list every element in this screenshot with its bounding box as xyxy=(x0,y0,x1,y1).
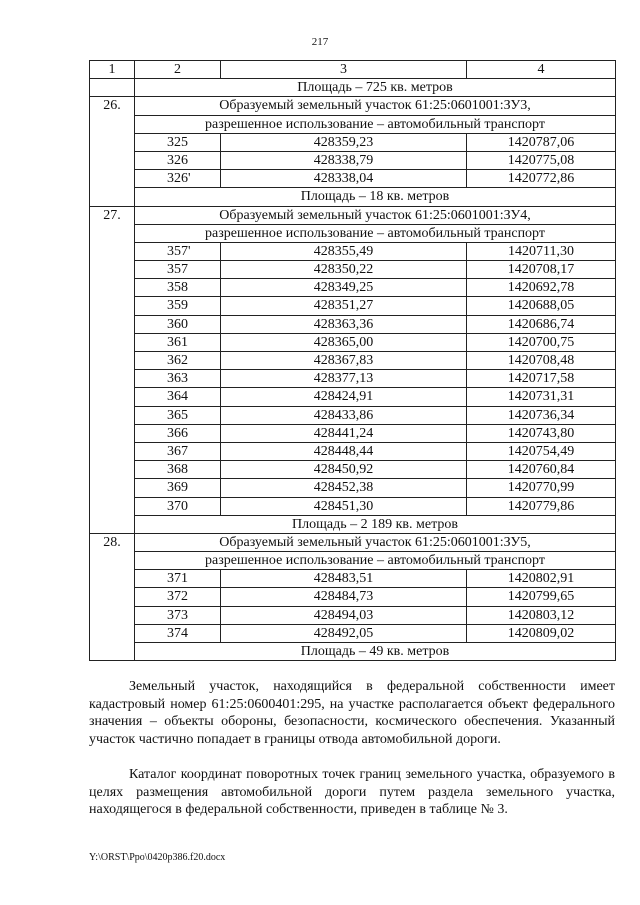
coord-y: 1420809,02 xyxy=(467,624,616,642)
coord-y: 1420799,65 xyxy=(467,588,616,606)
header-cell: 4 xyxy=(467,61,616,79)
table-row xyxy=(90,151,616,169)
group-permitted-use: разрешенное использование – автомобильный транспорт xyxy=(135,115,616,133)
table-row xyxy=(90,424,616,442)
coord-x: 428367,83 xyxy=(221,352,467,370)
coord-y: 1420708,48 xyxy=(467,352,616,370)
area-row xyxy=(90,643,616,661)
table-row xyxy=(90,406,616,424)
header-cell: 3 xyxy=(221,61,467,79)
paragraph-1-text: Земельный участок, находящийся в федеральной собственности имеет кадастровый номер 61:25:0600401:295, на участке располагается объект федерального значения – объекты обороны, безопасности, космического обеспечения. Указанный участок частично попадает в границы отвода автомобильной дороги. xyxy=(89,679,615,747)
table-row xyxy=(90,606,616,624)
point-number: 368 xyxy=(135,461,221,479)
group-number: 27. xyxy=(90,206,135,533)
point-number: 370 xyxy=(135,497,221,515)
coord-x: 428359,23 xyxy=(221,133,467,151)
group-title: Образуемый земельный участок 61:25:0601001:ЗУ4, xyxy=(135,206,616,224)
point-number: 363 xyxy=(135,370,221,388)
coord-y: 1420760,84 xyxy=(467,461,616,479)
coord-x: 428448,44 xyxy=(221,442,467,460)
coord-y: 1420686,74 xyxy=(467,315,616,333)
coord-y: 1420779,86 xyxy=(467,497,616,515)
point-number: 361 xyxy=(135,333,221,351)
group-title-row xyxy=(90,552,616,570)
coord-x: 428492,05 xyxy=(221,624,467,642)
point-number: 326 xyxy=(135,151,221,169)
table-row xyxy=(90,570,616,588)
table-header-row xyxy=(90,61,616,79)
coord-y: 1420736,34 xyxy=(467,406,616,424)
header-cell: 1 xyxy=(90,61,135,79)
coord-y: 1420717,58 xyxy=(467,370,616,388)
point-number: 367 xyxy=(135,442,221,460)
group-title-row xyxy=(90,206,616,224)
coord-x: 428338,04 xyxy=(221,170,467,188)
paragraph-catalog xyxy=(89,766,615,819)
table-row xyxy=(90,170,616,188)
coordinates-table xyxy=(89,60,616,661)
group-title-row xyxy=(90,224,616,242)
point-number: 366 xyxy=(135,424,221,442)
table-row xyxy=(90,479,616,497)
table-row xyxy=(90,442,616,460)
point-number: 364 xyxy=(135,388,221,406)
table-row xyxy=(90,315,616,333)
table-row xyxy=(90,333,616,351)
header-cell: 2 xyxy=(135,61,221,79)
coord-y: 1420731,31 xyxy=(467,388,616,406)
group-title-row xyxy=(90,115,616,133)
coord-x: 428355,49 xyxy=(221,242,467,260)
group-title-row xyxy=(90,97,616,115)
group-permitted-use: разрешенное использование – автомобильный транспорт xyxy=(135,224,616,242)
point-number: 373 xyxy=(135,606,221,624)
coord-y: 1420688,05 xyxy=(467,297,616,315)
point-number: 371 xyxy=(135,570,221,588)
area-cell: Площадь – 18 кв. метров xyxy=(135,188,616,206)
coord-y: 1420754,49 xyxy=(467,442,616,460)
group-number: 26. xyxy=(90,97,135,206)
point-number: 372 xyxy=(135,588,221,606)
coord-x: 428441,24 xyxy=(221,424,467,442)
table-row xyxy=(90,297,616,315)
coord-x: 428351,27 xyxy=(221,297,467,315)
point-number: 358 xyxy=(135,279,221,297)
coord-x: 428451,30 xyxy=(221,497,467,515)
group-number: 28. xyxy=(90,533,135,660)
point-number: 359 xyxy=(135,297,221,315)
coord-y: 1420708,17 xyxy=(467,261,616,279)
table-row xyxy=(90,370,616,388)
group-title: Образуемый земельный участок 61:25:0601001:ЗУ5, xyxy=(135,533,616,551)
area-row xyxy=(90,79,616,97)
coord-y: 1420743,80 xyxy=(467,424,616,442)
file-path-footer: Y:\ORST\Ppo\0420p386.f20.docx xyxy=(89,852,226,863)
point-number: 362 xyxy=(135,352,221,370)
area-cell: Площадь – 2 189 кв. метров xyxy=(135,515,616,533)
coord-x: 428350,22 xyxy=(221,261,467,279)
table-row xyxy=(90,388,616,406)
coord-y: 1420700,75 xyxy=(467,333,616,351)
point-number: 357 xyxy=(135,261,221,279)
coord-x: 428338,79 xyxy=(221,151,467,169)
area-row xyxy=(90,188,616,206)
paragraph-land-plot xyxy=(89,678,615,748)
area-row xyxy=(90,515,616,533)
coord-y: 1420772,86 xyxy=(467,170,616,188)
point-number: 360 xyxy=(135,315,221,333)
coord-y: 1420770,99 xyxy=(467,479,616,497)
coord-x: 428365,00 xyxy=(221,333,467,351)
table-row xyxy=(90,624,616,642)
coord-x: 428363,36 xyxy=(221,315,467,333)
table-row xyxy=(90,461,616,479)
coord-x: 428424,91 xyxy=(221,388,467,406)
point-number: 369 xyxy=(135,479,221,497)
point-number: 326' xyxy=(135,170,221,188)
coord-x: 428433,86 xyxy=(221,406,467,424)
coord-y: 1420711,30 xyxy=(467,242,616,260)
coord-y: 1420803,12 xyxy=(467,606,616,624)
coord-y: 1420775,08 xyxy=(467,151,616,169)
paragraph-2-text: Каталог координат поворотных точек границ земельного участка, образуемого в целях размещения автомобильной дороги путем раздела земельного участка, находящегося в федеральной собственности, приведен в таблице № 3. xyxy=(89,767,615,817)
point-number: 325 xyxy=(135,133,221,151)
table-row xyxy=(90,133,616,151)
coord-y: 1420692,78 xyxy=(467,279,616,297)
page-number: 217 xyxy=(311,36,329,48)
table-row xyxy=(90,588,616,606)
table-row xyxy=(90,352,616,370)
coord-x: 428484,73 xyxy=(221,588,467,606)
table-row xyxy=(90,261,616,279)
coord-x: 428349,25 xyxy=(221,279,467,297)
empty-cell xyxy=(90,79,135,97)
table-row xyxy=(90,242,616,260)
group-title: Образуемый земельный участок 61:25:0601001:ЗУ3, xyxy=(135,97,616,115)
coord-x: 428377,13 xyxy=(221,370,467,388)
coord-y: 1420802,91 xyxy=(467,570,616,588)
table-row xyxy=(90,279,616,297)
coord-y: 1420787,06 xyxy=(467,133,616,151)
coord-x: 428483,51 xyxy=(221,570,467,588)
point-number: 374 xyxy=(135,624,221,642)
area-cell: Площадь – 49 кв. метров xyxy=(135,643,616,661)
table-row xyxy=(90,497,616,515)
group-permitted-use: разрешенное использование – автомобильный транспорт xyxy=(135,552,616,570)
area-cell: Площадь – 725 кв. метров xyxy=(135,79,616,97)
group-title-row xyxy=(90,533,616,551)
point-number: 357' xyxy=(135,242,221,260)
point-number: 365 xyxy=(135,406,221,424)
coord-x: 428450,92 xyxy=(221,461,467,479)
coord-x: 428452,38 xyxy=(221,479,467,497)
coord-x: 428494,03 xyxy=(221,606,467,624)
